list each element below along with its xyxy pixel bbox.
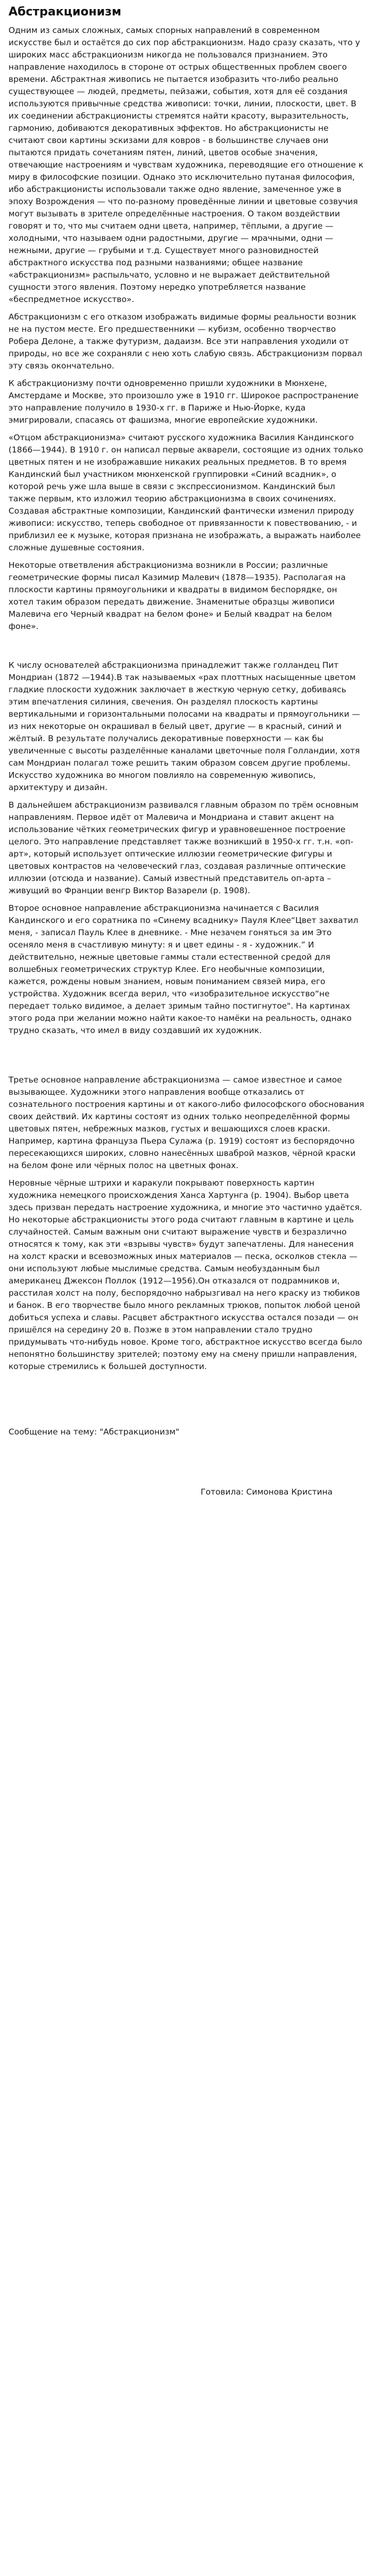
blank-gap	[9, 638, 364, 659]
page-title: Абстракционизм	[9, 5, 121, 19]
paragraph-third-direction: Третье основное направление абстракционизма — самое известное и самое вызывающее. Художники этого направления вообще отказались от сознательного построения картины и от какого-либо философского обоснования своих действий. Их картины состоят из одних только неопределённой формы цветовых пятен, небрежных мазков, густых и вешающихся слоев краски. Например, картина француза Пьера Сулажа (р. 1919) состоят из беспорядочно пересекающихся широких, словно нанесённых шваброй мазков, чёрной краски на белом фоне или чёрных полос на цветных фонах.	[9, 1075, 364, 1170]
paragraph-malevich: Некоторые ответвления абстракционизма возникли в России; различные геометрические формы писал Казимир Малевич (1878—1935). Располагая на плоскости картины прямоугольники и квадраты в видимом беспорядке, он хотел таким образом передать движение. Знаменитые образцы живописи Малевича его Черный квадрат на белом фоне» и Белый квадрат на белом фоне».	[9, 560, 346, 631]
blank-gap	[9, 1378, 364, 1426]
subject-line: Сообщение на тему: "Абстракционизм"	[9, 1427, 179, 1437]
paragraph-mondrian: К числу основателей абстракционизма принадлежит также голландец Пит Мондриан (1872 —1944).В так называемых «рах плоттных насыщенные цветом гладкие плоскости художник заключает в жесткую черную сетку, добиваясь этим впечатления силиния, свечения. Он разделял плоскость картины вертикальными и горизонтальными полосами на квадраты и прямоугольники — из них некоторые он окрашивал в белый цвет, другие — в красный, синий и жёлтый. В результате получались декоративные поверхности — как бы увеличенные с высоты разделённые каналами цветочные поля Голландии, хотя сам Мондриан полагал тоже решить таким образом совсем другие проблемы. Искусство художника во многом повлияло на современную живопись, архитектуру и дизайн.	[9, 660, 360, 792]
paragraph-origins: К абстракционизму почти одновременно пришли художники в Мюнхене, Амстердаме и Москве, это произошло уже в 1910 гг. Широкое распространение это направление получило в 1930-х гг. в Париже и Нью-Йорке, куда эмигрировали, спасаясь от фашизма, многие европейские художники.	[9, 379, 359, 425]
author-line: Готовила: Симонова Кристина	[201, 1487, 333, 1497]
paragraph-pollock: Неровные чёрные штрихи и каракули покрывают поверхность картин художника немецкого происхождения Ханса Хартунга (р. 1904). Выбор цвета здесь призван передать настроение художника, и многие это частично удаётся. Но некоторые абстракционисты этого рода считают главным в картине и цель случайностей. Самым важным они считают выражение чувств и безразлично относятся к тому, как эти «взрывы чувств» будут запечатлены. Для нанесения на холст краски и всевозможных иных материалов — песка, осколков стекла — они используют любые мыслимые средства. Самым необузданным был американец Джексон Поллок (1912—1956).Он отказался от подрамников и, расстилая холст на полу, беспорядочно набрызгивал на него краску из тюбиков и банок. В его творчестве было много рекламных трюков, попыток любой ценой добиться успеха и славы. Расцвет абстрактного искусства остался позади — он пришёлся на середину 20 в. Позже в этом направлении стало трудно придумывать что-нибудь новое. Кроме того, абстрактное искусство всегда было непонятно большинству зрителей; поэтому ему на смену пришли направления, которые стремились к большей доступности.	[9, 1178, 362, 1371]
blank-gap	[9, 1438, 364, 1486]
paragraph-predecessors: Абстракционизм с его отказом изображать видимые формы реальности возник не на пустом месте. Его предшественники — кубизм, особенно творчество Робера Делоне, а также футуризм, дадаизм. Все эти направления уходили от природы, но все же сохраняли с нею хоть слабую связь. Абстракционизм порвал эту связь окончательно.	[9, 312, 362, 371]
paragraph-first-direction: В дальнейшем абстракционизм развивался главным образом по трём основным направлениям. Первое идёт от Малевича и Мондриана и ставит акцент на использование чётких геометрических фигур и уравновешенное построение целого. Это направление представляет также возникший в 1950-х гг. т.н. «оп-арт», который использует оптические иллюзии геометрические фигуры и цветовых контрастов на человеческий глаз, создавая различные оптические иллюзии (отсюда и название). Самый известный представитель оп-арта – живущий во Франции венгр Виктор Вазарели (р. 1908).	[9, 800, 359, 895]
paragraph-intro: Одним из самых сложных, самых спорных направлений в современном искусстве был и остаётся до сих пор абстракционизм. Надо сразу сказать, что у широких масс абстракционизм никогда не пользовался признанием. Это направление находилось в стороне от острых общественных проблем своего времени. Абстрактная живопись не пытается изобразить что-либо реально существующее — людей, предметы, пейзажи, события, хотя для её создания используются привычные средства живописи: точки, линии, плоскости, цвет. В их соединении абстракционисты стремятся найти красоту, выразительность, гармонию, добиваются декоративных эффектов. Но абстракционисты не считают свои картины эскизами для ковров - в большинстве случаев они пытаются придать сочетаниям пятен, линий, цветов особые значения, отвечающие настроениям и чувствам художника, переводящие его отношение к миру в философские позиции. Однако это исключительно путаная философия, ибо абстракционисты использовали также одно явление, замеченное уже в эпоху Возрождения — что по-разному проведённые линии и цветовые созвучия могут вызывать в зрителе определённые настроения. О таком воздействии говорят и то, что мы считаем одни цвета, например, тёплыми, а другие — холодными, что называем одни радостными, другие — мрачными, одни — нежными, другие — грубыми и т.д. Существует много разновидностей абстрактного искусства под разными названиями; общее название «абстракционизм» распыльчато, условно и не выражает действительной сущности этого явления. Поэтому нередко употребляется название «беспредметное искусство».	[9, 26, 363, 304]
document	[9, 4, 364, 1498]
paragraph-kandinsky: «Отцом абстракционизма» считают русского художника Василия Кандинского (1866—1944). В 1910 г. он написал первые акварели, состоящие из одних только цветных пятен и не изображавшие никаких реальных предметов. В то время Кандинский был участником мюнхенской группировки «Синий всадник», о которой речь уже шла выше в связи с экспрессионизмом. Кандинский был также первым, кто изложил теорию абстракционизма в своих сочинениях. Создавая абстрактные композиции, Кандинский фантически изменил природу живописи: искусство, теперь свободное от привязанности к повествованию, - и приблизил ее к музыке, которая признана не изображать, а выражать наиболее сложные душевные состояния.	[9, 433, 363, 552]
paragraph-second-direction: Второе основное направление абстракционизма начинается с Василия Кандинского и его соратника по «Синему всаднику» Пауля Клее“Цвет захватил меня, - записал Пауль Клее в дневнике. - Мне незачем гоняться за им Это осеняло меня в счастливую минуту: я и цвет едины - я - художник.” И действительно, нежные цветовые гаммы стали естественной средой для волшебных геометрических структур Клее. Его необычные композиции, кажется, рождены новым знанием, новым пониманием связей мира, его устройства. Художник всегда верил, что «изобразительное искусство“не передает только видимое, а делает зримым тайно постигнутое". На картинах этого рода при желании можно найти какое-то намёки на реальность, однако трудно сказать, что имел в виду создавший их художник.	[9, 903, 359, 1035]
blank-gap	[9, 1042, 364, 1074]
